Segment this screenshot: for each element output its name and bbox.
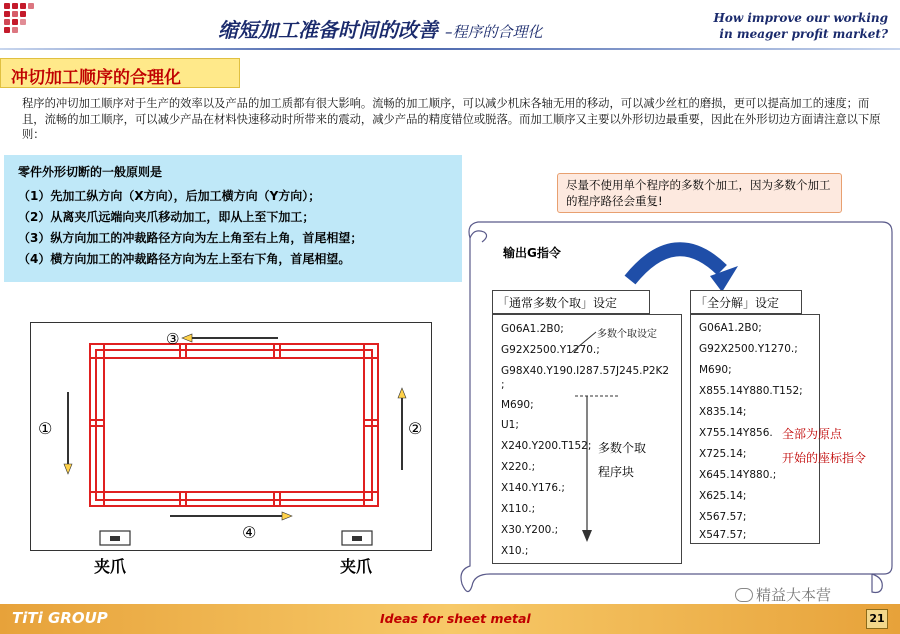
company-logo-icon bbox=[4, 3, 44, 43]
code-line: G92X2500.Y1270.; bbox=[699, 343, 798, 355]
full-decompose-header: 「全分解」设定 bbox=[690, 290, 802, 314]
page-title bbox=[218, 14, 542, 43]
principle-item: （3）纵方向加工的冲裁路径方向为左上角至右上角，首尾相望； bbox=[18, 231, 363, 245]
code-line: X725.14; bbox=[699, 448, 747, 460]
multi-take-annotation: 多数个取设定 bbox=[597, 329, 657, 340]
wechat-icon bbox=[735, 588, 753, 602]
title-main: 缩短加工准备时间的改善 bbox=[218, 18, 438, 42]
normal-mode-header: 「通常多数个取」设定 bbox=[492, 290, 650, 314]
principle-item: （1）先加工纵方向（X方向），后加工横方向（Y方向）； bbox=[18, 189, 321, 203]
note-callout: 尽量不使用单个程序的多数个加工，因为多数个加工的程序路径会重复! bbox=[557, 173, 842, 213]
section-title: 冲切加工顺序的合理化 bbox=[0, 58, 240, 88]
multi-take-line-1: 多数个取 bbox=[598, 441, 647, 455]
watermark bbox=[735, 584, 831, 605]
page-number: 21 bbox=[866, 609, 888, 629]
code-line: X547.57; bbox=[699, 529, 747, 541]
code-line: X220.; bbox=[501, 461, 536, 473]
code-line: M690; bbox=[501, 399, 534, 411]
annotation-line-1: 全部为原点 bbox=[782, 427, 843, 441]
code-line: G06A1.2B0; bbox=[501, 323, 564, 335]
annotation-line-2: 开始的座标指令 bbox=[782, 451, 867, 465]
tagline-line-1: How improve our working bbox=[713, 11, 888, 25]
code-line: X30.Y200.; bbox=[501, 524, 559, 536]
clamp-icon bbox=[342, 531, 372, 545]
footer bbox=[0, 604, 900, 634]
code-line: U1; bbox=[501, 419, 519, 431]
clamp-label: 夹爪 bbox=[94, 557, 127, 576]
clamp-label: 夹爪 bbox=[340, 557, 373, 576]
multi-take-line-2: 程序块 bbox=[598, 465, 635, 479]
step-marker: ④ bbox=[242, 523, 257, 542]
tagline-line-2: in meager profit market? bbox=[719, 27, 888, 41]
step-marker: ③ bbox=[166, 330, 180, 348]
code-line: X855.14Y880.T152; bbox=[699, 385, 803, 397]
code-line: X240.Y200.T152; bbox=[501, 440, 592, 452]
code-line: X755.14Y856. bbox=[699, 427, 773, 439]
watermark-text: 精益大本营 bbox=[756, 586, 832, 604]
code-line: M690; bbox=[699, 364, 732, 376]
code-line: X110.; bbox=[501, 503, 536, 515]
code-line: X140.Y176.; bbox=[501, 482, 565, 494]
multi-take-block-label bbox=[598, 436, 646, 484]
code-line: X10.; bbox=[501, 545, 529, 557]
cutting-path-diagram bbox=[30, 322, 432, 578]
step-marker: ② bbox=[408, 419, 423, 438]
step-marker: ① bbox=[38, 419, 53, 438]
principle-item: （4）横方向加工的冲裁路径方向为左上至右下角，首尾相望。 bbox=[18, 252, 351, 266]
code-line: X625.14; bbox=[699, 490, 747, 502]
footer-brand: TiTi GROUP bbox=[12, 609, 108, 627]
header-tagline bbox=[714, 10, 888, 42]
principles-panel bbox=[4, 155, 462, 282]
code-line: G92X2500.Y1270.; bbox=[501, 344, 600, 356]
code-line: G06A1.2B0; bbox=[699, 322, 762, 334]
output-label: 输出G指令 bbox=[503, 246, 561, 260]
origin-coordinate-annotation bbox=[782, 422, 866, 470]
intro-paragraph: 程序的冲切加工顺序对于生产的效率以及产品的加工质都有很大影响。流畅的加工顺序，可以减少机床各轴无用的移动，可以减少丝杠的磨损，更可以提高加工的速度；而且，流畅的加工顺序，可以减少产品在材料快速移动时所带来的震动，减少产品的精度错位或脱落。而加工顺序又主要以外形切边最重要，因此在外形切边方面请注意以下原则： bbox=[22, 97, 881, 141]
header-divider bbox=[0, 48, 900, 50]
footer-tagline: Ideas for sheet metal bbox=[380, 611, 531, 626]
code-line: G98X40.Y190.I287.57J245.P2K2 bbox=[501, 365, 670, 377]
code-line: ; bbox=[501, 379, 505, 391]
code-line: X835.14; bbox=[699, 406, 747, 418]
clamp-icon bbox=[100, 531, 130, 545]
title-subtitle: –程序的合理化 bbox=[444, 23, 543, 41]
principles-title: 零件外形切断的一般原则是 bbox=[18, 165, 163, 179]
annotation-pointer bbox=[560, 322, 620, 362]
code-line: X645.14Y880.; bbox=[699, 469, 777, 481]
principle-item: （2）从离夹爪远端向夹爪移动加工，即从上至下加工； bbox=[18, 210, 315, 224]
code-line: X567.57; bbox=[699, 511, 747, 523]
header bbox=[0, 0, 900, 50]
